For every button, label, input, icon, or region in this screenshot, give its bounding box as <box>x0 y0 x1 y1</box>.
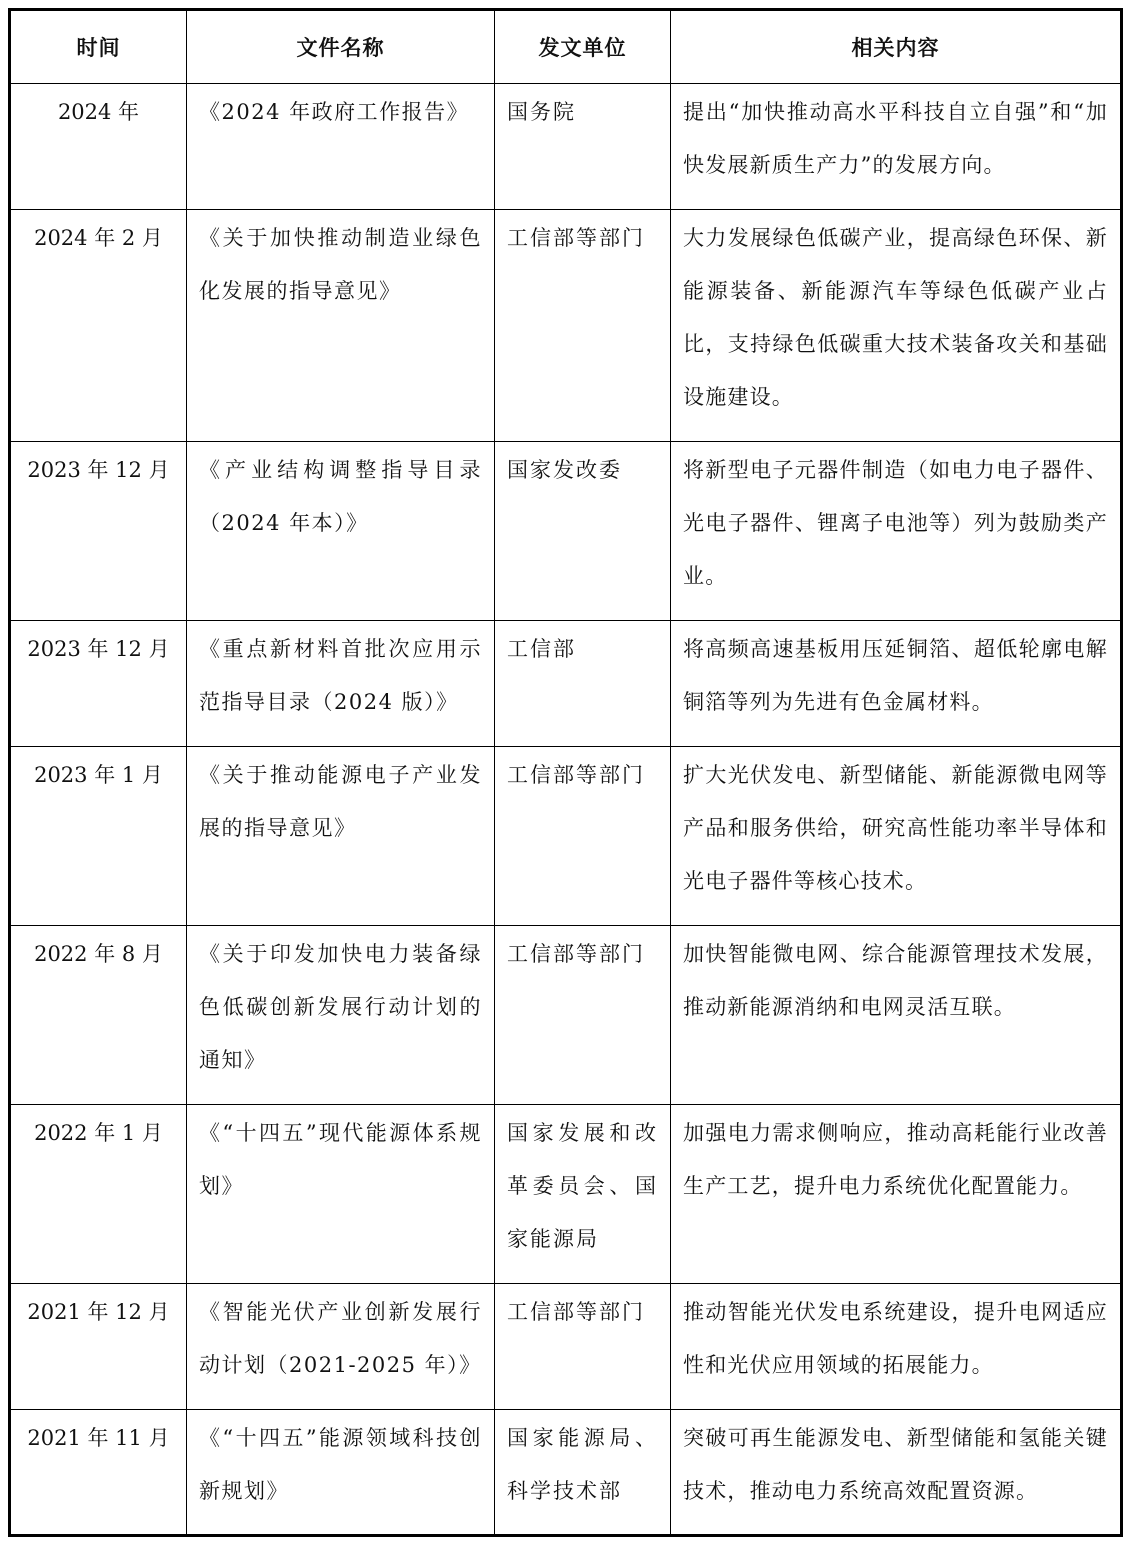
document-cell: 《“十四五”能源领域科技创新规划》 <box>187 1410 495 1536</box>
document-cell: 《智能光伏产业创新发展行动计划（2021-2025 年）》 <box>187 1284 495 1410</box>
time-cell: 2022 年 1 月 <box>10 1105 187 1284</box>
document-cell: 《2024 年政府工作报告》 <box>187 84 495 210</box>
content-cell: 加快智能微电网、综合能源管理技术发展，推动新能源消纳和电网灵活互联。 <box>671 926 1122 1105</box>
document-cell: 《关于印发加快电力装备绿色低碳创新发展行动计划的通知》 <box>187 926 495 1105</box>
document-cell: 《产业结构调整指导目录（2024 年本）》 <box>187 442 495 621</box>
time-cell: 2023 年 12 月 <box>10 621 187 747</box>
time-cell: 2021 年 11 月 <box>10 1410 187 1536</box>
table-row <box>10 1105 1122 1284</box>
issuer-cell: 工信部等部门 <box>495 210 671 442</box>
content-cell: 推动智能光伏发电系统建设，提升电网适应性和光伏应用领域的拓展能力。 <box>671 1284 1122 1410</box>
issuer-cell: 国家发展和改革委员会、国家能源局 <box>495 1105 671 1284</box>
table-row <box>10 1284 1122 1410</box>
table-row <box>10 442 1122 621</box>
issuer-cell: 国务院 <box>495 84 671 210</box>
content-cell: 将高频高速基板用压延铜箔、超低轮廓电解铜箔等列为先进有色金属材料。 <box>671 621 1122 747</box>
issuer-cell: 国家发改委 <box>495 442 671 621</box>
document-cell: 《关于加快推动制造业绿色化发展的指导意见》 <box>187 210 495 442</box>
content-cell: 扩大光伏发电、新型储能、新能源微电网等产品和服务供给，研究高性能功率半导体和光电子器件等核心技术。 <box>671 747 1122 926</box>
header-time: 时间 <box>10 10 187 84</box>
header-document: 文件名称 <box>187 10 495 84</box>
document-cell: 《重点新材料首批次应用示范指导目录（2024 版）》 <box>187 621 495 747</box>
issuer-cell: 工信部等部门 <box>495 1284 671 1410</box>
content-cell: 突破可再生能源发电、新型储能和氢能关键技术，推动电力系统高效配置资源。 <box>671 1410 1122 1536</box>
table-header-row <box>10 10 1122 84</box>
table-row <box>10 621 1122 747</box>
document-cell: 《“十四五”现代能源体系规划》 <box>187 1105 495 1284</box>
time-cell: 2021 年 12 月 <box>10 1284 187 1410</box>
content-cell: 将新型电子元器件制造（如电力电子器件、光电子器件、锂离子电池等）列为鼓励类产业。 <box>671 442 1122 621</box>
issuer-cell: 工信部等部门 <box>495 747 671 926</box>
header-content: 相关内容 <box>671 10 1122 84</box>
time-cell: 2022 年 8 月 <box>10 926 187 1105</box>
issuer-cell: 国家能源局、科学技术部 <box>495 1410 671 1536</box>
issuer-cell: 工信部 <box>495 621 671 747</box>
issuer-cell: 工信部等部门 <box>495 926 671 1105</box>
time-cell: 2024 年 <box>10 84 187 210</box>
time-cell: 2023 年 12 月 <box>10 442 187 621</box>
table-row <box>10 84 1122 210</box>
table-row <box>10 747 1122 926</box>
table-row <box>10 926 1122 1105</box>
document-cell: 《关于推动能源电子产业发展的指导意见》 <box>187 747 495 926</box>
table-row <box>10 1410 1122 1536</box>
time-cell: 2024 年 2 月 <box>10 210 187 442</box>
time-cell: 2023 年 1 月 <box>10 747 187 926</box>
policy-table <box>8 8 1123 1537</box>
content-cell: 提出“加快推动高水平科技自立自强”和“加快发展新质生产力”的发展方向。 <box>671 84 1122 210</box>
content-cell: 大力发展绿色低碳产业，提高绿色环保、新能源装备、新能源汽车等绿色低碳产业占比，支持绿色低碳重大技术装备攻关和基础设施建设。 <box>671 210 1122 442</box>
content-cell: 加强电力需求侧响应，推动高耗能行业改善生产工艺，提升电力系统优化配置能力。 <box>671 1105 1122 1284</box>
header-issuer: 发文单位 <box>495 10 671 84</box>
table-row <box>10 210 1122 442</box>
